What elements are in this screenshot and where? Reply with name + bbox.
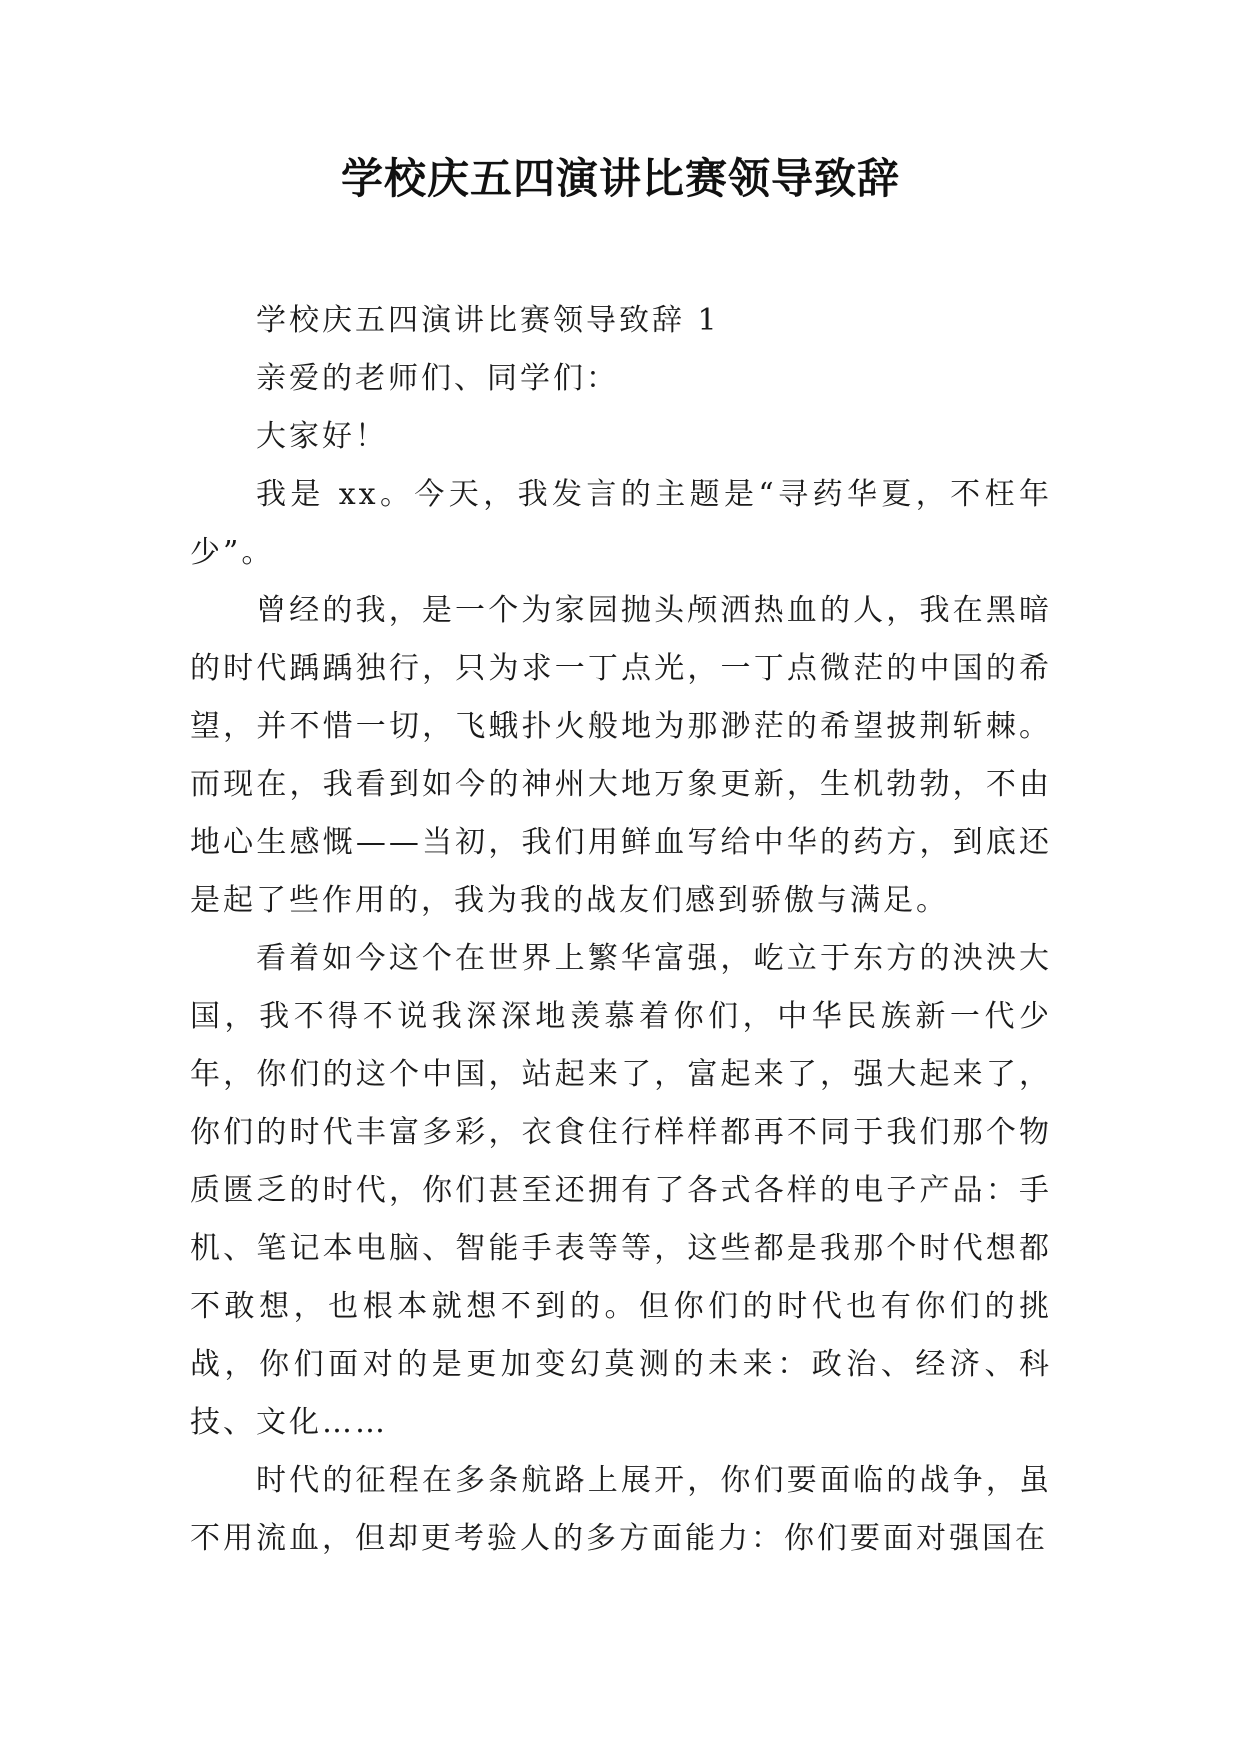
paragraph-present: 看着如今这个在世界上繁华富强，屹立于东方的泱泱大国，我不得不说我深深地羡慕着你们，中华民族新一代少年，你们的这个中国，站起来了，富起来了，强大起来了，你们的时代丰富多彩，衣食住行样样都再不同于我们那个物质匮乏的时代，你们甚至还拥有了各式各样的电子产品：手机、笔记本电脑、智能手表等等，这些都是我那个时代想都不敢想，也根本就想不到的。但你们的时代也有你们的挑战，你们面对的是更加变幻莫测的未来：政治、经济、科技、文化…… xyxy=(190,941,1052,1440)
paragraph-greeting: 大家好！ xyxy=(256,419,388,454)
paragraph-salutation: 亲爱的老师们、同学们： xyxy=(256,361,619,396)
paragraph-introduction: 我是 xx。今天，我发言的主题是“寻药华夏，不枉年少”。 xyxy=(190,477,1052,570)
document-title: 学校庆五四演讲比赛领导致辞 xyxy=(340,154,900,203)
paragraph-challenges: 时代的征程在多条航路上展开，你们要面临的战争，虽不用流血，但却更考验人的多方面能力：你们要面对强国在 xyxy=(190,1463,1052,1556)
paragraph-past: 曾经的我，是一个为家园抛头颅洒热血的人，我在黑暗的时代踽踽独行，只为求一丁点光，一丁点微茫的中国的希望，并不惜一切，飞蛾扑火般地为那渺茫的希望披荆斩棘。而现在，我看到如今的神州大地万象更新，生机勃勃，不由地心生感慨——当初，我们用鲜血写给中华的药方，到底还是起了些作用的，我为我的战友们感到骄傲与满足。 xyxy=(190,593,1052,918)
document-body xyxy=(190,292,1052,1568)
paragraph-heading: 学校庆五四演讲比赛领导致辞 1 xyxy=(256,303,720,338)
